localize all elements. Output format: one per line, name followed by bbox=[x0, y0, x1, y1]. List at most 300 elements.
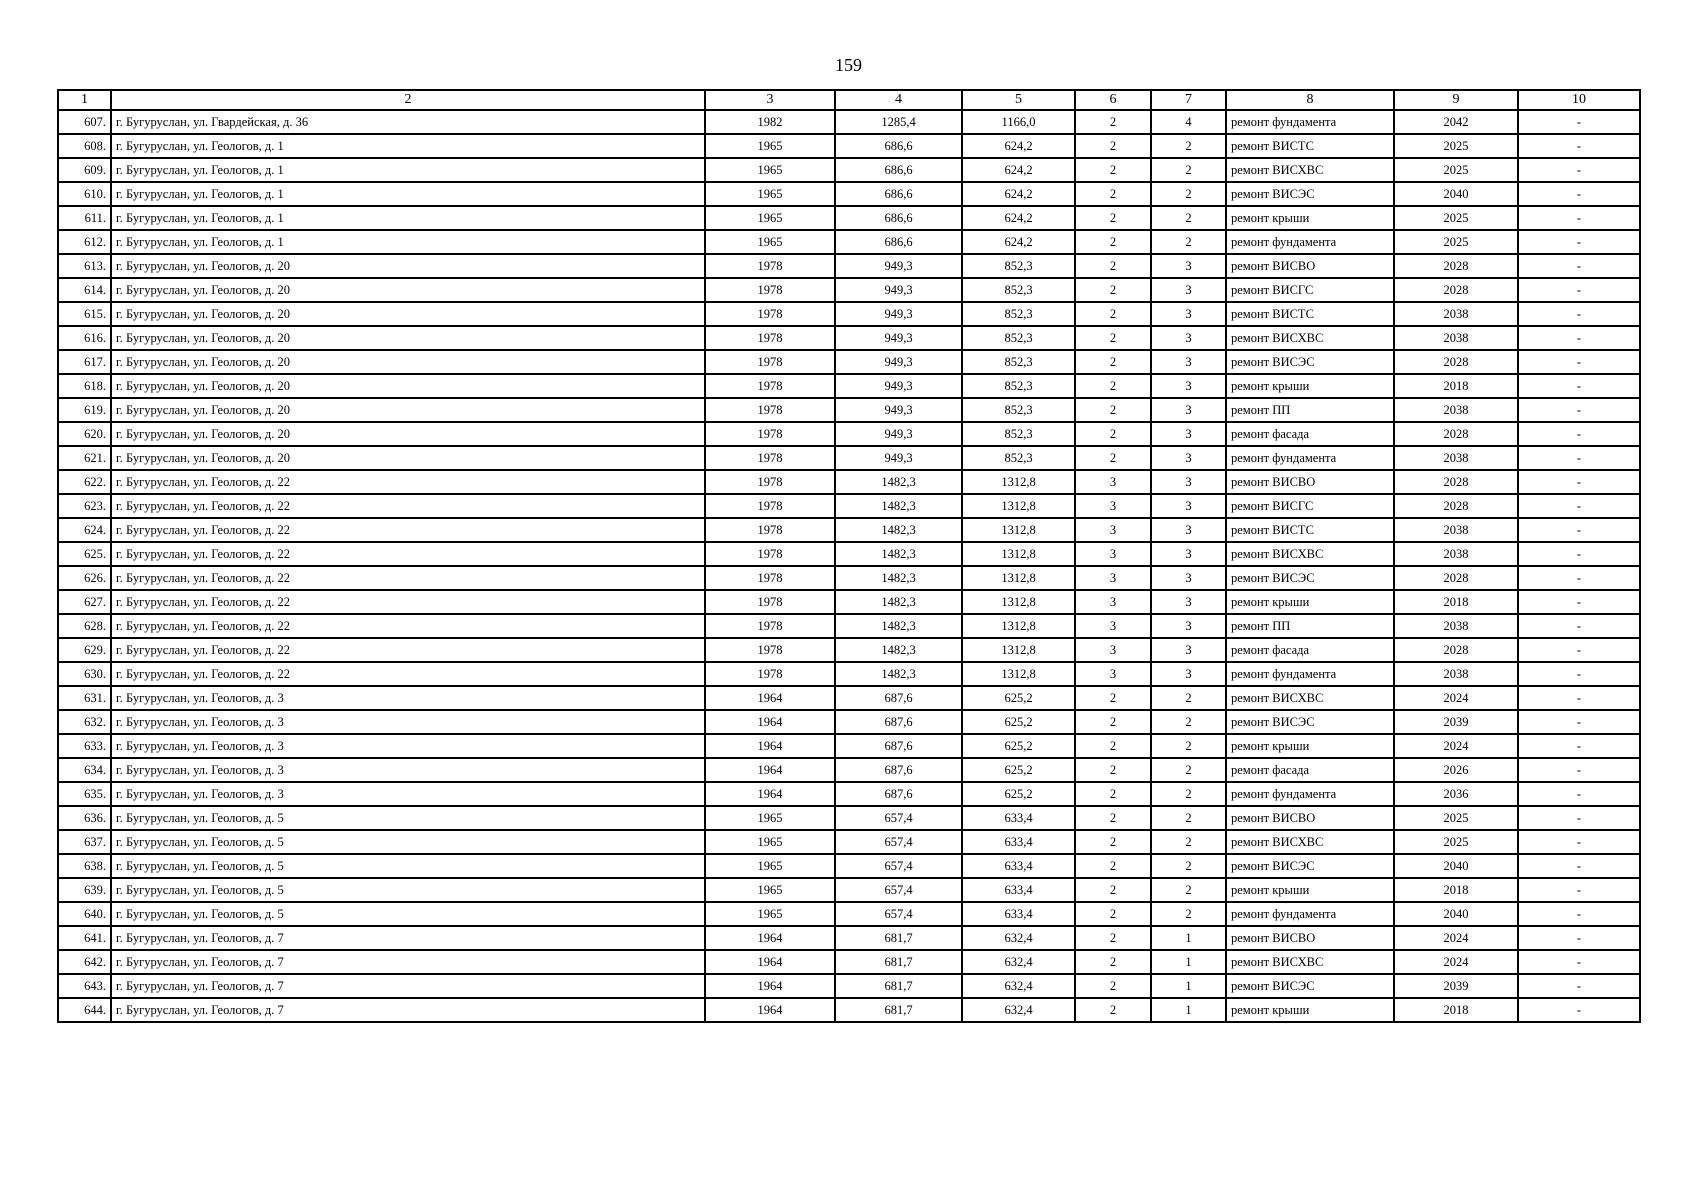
cell-year-built: 1965 bbox=[705, 806, 835, 830]
cell-row-number: 642. bbox=[58, 950, 111, 974]
cell-planned-year: 2024 bbox=[1394, 686, 1518, 710]
cell-row-number: 630. bbox=[58, 662, 111, 686]
cell-note: - bbox=[1518, 806, 1640, 830]
cell-planned-year: 2028 bbox=[1394, 566, 1518, 590]
cell-work-type: ремонт ВИСЭС bbox=[1226, 710, 1394, 734]
cell-year-built: 1978 bbox=[705, 662, 835, 686]
cell-total-area: 1482,3 bbox=[835, 518, 962, 542]
cell-planned-year: 2040 bbox=[1394, 902, 1518, 926]
cell-floors: 2 bbox=[1075, 134, 1151, 158]
cell-entrances: 3 bbox=[1151, 254, 1226, 278]
cell-entrances: 1 bbox=[1151, 926, 1226, 950]
cell-note: - bbox=[1518, 998, 1640, 1022]
cell-entrances: 4 bbox=[1151, 110, 1226, 134]
table-row bbox=[58, 998, 1640, 1022]
cell-row-number: 633. bbox=[58, 734, 111, 758]
cell-work-type: ремонт фасада bbox=[1226, 422, 1394, 446]
cell-address: г. Бугуруслан, ул. Геологов, д. 3 bbox=[111, 734, 705, 758]
cell-work-type: ремонт ВИСЭС bbox=[1226, 182, 1394, 206]
cell-note: - bbox=[1518, 446, 1640, 470]
cell-living-area: 1312,8 bbox=[962, 638, 1075, 662]
cell-note: - bbox=[1518, 902, 1640, 926]
cell-living-area: 624,2 bbox=[962, 134, 1075, 158]
column-header: 1 bbox=[58, 90, 111, 110]
cell-year-built: 1978 bbox=[705, 470, 835, 494]
table-row bbox=[58, 254, 1640, 278]
table-row bbox=[58, 782, 1640, 806]
cell-work-type: ремонт фасада bbox=[1226, 638, 1394, 662]
cell-living-area: 633,4 bbox=[962, 854, 1075, 878]
cell-address: г. Бугуруслан, ул. Геологов, д. 3 bbox=[111, 782, 705, 806]
cell-row-number: 640. bbox=[58, 902, 111, 926]
cell-floors: 2 bbox=[1075, 854, 1151, 878]
cell-row-number: 627. bbox=[58, 590, 111, 614]
cell-note: - bbox=[1518, 254, 1640, 278]
cell-living-area: 625,2 bbox=[962, 686, 1075, 710]
cell-total-area: 949,3 bbox=[835, 326, 962, 350]
column-header: 5 bbox=[962, 90, 1075, 110]
table-row bbox=[58, 686, 1640, 710]
table-row bbox=[58, 110, 1640, 134]
cell-floors: 3 bbox=[1075, 518, 1151, 542]
cell-year-built: 1965 bbox=[705, 182, 835, 206]
cell-floors: 2 bbox=[1075, 902, 1151, 926]
cell-row-number: 643. bbox=[58, 974, 111, 998]
cell-address: г. Бугуруслан, ул. Геологов, д. 20 bbox=[111, 254, 705, 278]
cell-year-built: 1978 bbox=[705, 638, 835, 662]
cell-entrances: 3 bbox=[1151, 470, 1226, 494]
cell-note: - bbox=[1518, 182, 1640, 206]
cell-entrances: 3 bbox=[1151, 398, 1226, 422]
cell-living-area: 624,2 bbox=[962, 158, 1075, 182]
cell-note: - bbox=[1518, 374, 1640, 398]
column-header: 4 bbox=[835, 90, 962, 110]
cell-work-type: ремонт ВИСВО bbox=[1226, 806, 1394, 830]
cell-address: г. Бугуруслан, ул. Геологов, д. 3 bbox=[111, 686, 705, 710]
cell-entrances: 2 bbox=[1151, 206, 1226, 230]
cell-floors: 2 bbox=[1075, 206, 1151, 230]
cell-entrances: 3 bbox=[1151, 446, 1226, 470]
cell-total-area: 657,4 bbox=[835, 830, 962, 854]
cell-planned-year: 2025 bbox=[1394, 134, 1518, 158]
cell-address: г. Бугуруслан, ул. Геологов, д. 3 bbox=[111, 758, 705, 782]
cell-work-type: ремонт ПП bbox=[1226, 398, 1394, 422]
cell-year-built: 1964 bbox=[705, 974, 835, 998]
table-row bbox=[58, 470, 1640, 494]
cell-row-number: 620. bbox=[58, 422, 111, 446]
cell-planned-year: 2026 bbox=[1394, 758, 1518, 782]
cell-year-built: 1964 bbox=[705, 998, 835, 1022]
cell-note: - bbox=[1518, 278, 1640, 302]
cell-row-number: 638. bbox=[58, 854, 111, 878]
cell-floors: 2 bbox=[1075, 158, 1151, 182]
cell-work-type: ремонт фундамента bbox=[1226, 902, 1394, 926]
table-row bbox=[58, 182, 1640, 206]
cell-year-built: 1978 bbox=[705, 422, 835, 446]
cell-floors: 2 bbox=[1075, 230, 1151, 254]
cell-work-type: ремонт крыши bbox=[1226, 374, 1394, 398]
cell-work-type: ремонт фундамента bbox=[1226, 662, 1394, 686]
cell-floors: 2 bbox=[1075, 758, 1151, 782]
cell-note: - bbox=[1518, 134, 1640, 158]
cell-year-built: 1965 bbox=[705, 206, 835, 230]
table-row bbox=[58, 854, 1640, 878]
cell-work-type: ремонт ВИСЭС bbox=[1226, 854, 1394, 878]
cell-work-type: ремонт фундамента bbox=[1226, 446, 1394, 470]
cell-address: г. Бугуруслан, ул. Геологов, д. 22 bbox=[111, 638, 705, 662]
cell-year-built: 1964 bbox=[705, 926, 835, 950]
cell-row-number: 634. bbox=[58, 758, 111, 782]
cell-planned-year: 2040 bbox=[1394, 182, 1518, 206]
cell-address: г. Бугуруслан, ул. Геологов, д. 22 bbox=[111, 566, 705, 590]
cell-living-area: 624,2 bbox=[962, 230, 1075, 254]
cell-address: г. Бугуруслан, ул. Геологов, д. 7 bbox=[111, 926, 705, 950]
cell-address: г. Бугуруслан, ул. Геологов, д. 20 bbox=[111, 446, 705, 470]
cell-year-built: 1978 bbox=[705, 590, 835, 614]
cell-entrances: 2 bbox=[1151, 734, 1226, 758]
cell-living-area: 852,3 bbox=[962, 350, 1075, 374]
cell-row-number: 617. bbox=[58, 350, 111, 374]
cell-address: г. Бугуруслан, ул. Геологов, д. 7 bbox=[111, 950, 705, 974]
cell-address: г. Бугуруслан, ул. Геологов, д. 5 bbox=[111, 806, 705, 830]
cell-living-area: 1312,8 bbox=[962, 662, 1075, 686]
cell-living-area: 852,3 bbox=[962, 398, 1075, 422]
cell-floors: 3 bbox=[1075, 662, 1151, 686]
cell-living-area: 852,3 bbox=[962, 374, 1075, 398]
table-row bbox=[58, 710, 1640, 734]
cell-total-area: 949,3 bbox=[835, 302, 962, 326]
cell-row-number: 635. bbox=[58, 782, 111, 806]
cell-planned-year: 2038 bbox=[1394, 446, 1518, 470]
cell-note: - bbox=[1518, 638, 1640, 662]
cell-work-type: ремонт ВИСХВС bbox=[1226, 542, 1394, 566]
cell-work-type: ремонт ВИСВО bbox=[1226, 470, 1394, 494]
cell-row-number: 610. bbox=[58, 182, 111, 206]
cell-entrances: 2 bbox=[1151, 182, 1226, 206]
cell-entrances: 3 bbox=[1151, 614, 1226, 638]
table-row bbox=[58, 494, 1640, 518]
cell-floors: 2 bbox=[1075, 806, 1151, 830]
cell-living-area: 1312,8 bbox=[962, 518, 1075, 542]
cell-floors: 2 bbox=[1075, 374, 1151, 398]
cell-year-built: 1978 bbox=[705, 494, 835, 518]
cell-address: г. Бугуруслан, ул. Геологов, д. 20 bbox=[111, 398, 705, 422]
cell-entrances: 2 bbox=[1151, 854, 1226, 878]
cell-total-area: 1285,4 bbox=[835, 110, 962, 134]
cell-floors: 2 bbox=[1075, 974, 1151, 998]
cell-total-area: 657,4 bbox=[835, 806, 962, 830]
cell-entrances: 2 bbox=[1151, 902, 1226, 926]
cell-row-number: 611. bbox=[58, 206, 111, 230]
cell-total-area: 1482,3 bbox=[835, 566, 962, 590]
cell-note: - bbox=[1518, 422, 1640, 446]
table-row bbox=[58, 662, 1640, 686]
cell-floors: 2 bbox=[1075, 830, 1151, 854]
cell-planned-year: 2038 bbox=[1394, 542, 1518, 566]
cell-floors: 2 bbox=[1075, 710, 1151, 734]
cell-living-area: 1312,8 bbox=[962, 494, 1075, 518]
cell-planned-year: 2024 bbox=[1394, 950, 1518, 974]
table-row bbox=[58, 590, 1640, 614]
cell-address: г. Бугуруслан, ул. Геологов, д. 7 bbox=[111, 974, 705, 998]
cell-living-area: 632,4 bbox=[962, 974, 1075, 998]
column-header: 3 bbox=[705, 90, 835, 110]
cell-work-type: ремонт ВИСХВС bbox=[1226, 830, 1394, 854]
cell-year-built: 1965 bbox=[705, 902, 835, 926]
cell-total-area: 949,3 bbox=[835, 350, 962, 374]
cell-address: г. Бугуруслан, ул. Геологов, д. 1 bbox=[111, 182, 705, 206]
cell-note: - bbox=[1518, 950, 1640, 974]
cell-planned-year: 2025 bbox=[1394, 206, 1518, 230]
table-row bbox=[58, 806, 1640, 830]
cell-living-area: 1312,8 bbox=[962, 614, 1075, 638]
cell-note: - bbox=[1518, 734, 1640, 758]
cell-row-number: 616. bbox=[58, 326, 111, 350]
table-row bbox=[58, 446, 1640, 470]
cell-work-type: ремонт фундамента bbox=[1226, 782, 1394, 806]
cell-note: - bbox=[1518, 830, 1640, 854]
cell-living-area: 633,4 bbox=[962, 830, 1075, 854]
cell-total-area: 1482,3 bbox=[835, 614, 962, 638]
cell-row-number: 615. bbox=[58, 302, 111, 326]
cell-year-built: 1965 bbox=[705, 158, 835, 182]
cell-year-built: 1978 bbox=[705, 398, 835, 422]
cell-planned-year: 2018 bbox=[1394, 878, 1518, 902]
cell-entrances: 3 bbox=[1151, 590, 1226, 614]
cell-work-type: ремонт крыши bbox=[1226, 878, 1394, 902]
cell-address: г. Бугуруслан, ул. Геологов, д. 22 bbox=[111, 614, 705, 638]
cell-address: г. Бугуруслан, ул. Геологов, д. 22 bbox=[111, 470, 705, 494]
table-row bbox=[58, 638, 1640, 662]
cell-note: - bbox=[1518, 662, 1640, 686]
cell-entrances: 2 bbox=[1151, 830, 1226, 854]
cell-floors: 2 bbox=[1075, 350, 1151, 374]
cell-living-area: 852,3 bbox=[962, 422, 1075, 446]
table-row bbox=[58, 350, 1640, 374]
cell-address: г. Бугуруслан, ул. Гвардейская, д. 36 bbox=[111, 110, 705, 134]
cell-work-type: ремонт ВИСХВС bbox=[1226, 950, 1394, 974]
cell-floors: 3 bbox=[1075, 470, 1151, 494]
cell-year-built: 1978 bbox=[705, 542, 835, 566]
cell-planned-year: 2028 bbox=[1394, 254, 1518, 278]
cell-living-area: 852,3 bbox=[962, 302, 1075, 326]
table-row bbox=[58, 398, 1640, 422]
cell-entrances: 2 bbox=[1151, 158, 1226, 182]
column-header: 2 bbox=[111, 90, 705, 110]
cell-planned-year: 2028 bbox=[1394, 422, 1518, 446]
column-header: 10 bbox=[1518, 90, 1640, 110]
cell-work-type: ремонт ВИСГС bbox=[1226, 278, 1394, 302]
cell-floors: 2 bbox=[1075, 926, 1151, 950]
cell-total-area: 686,6 bbox=[835, 158, 962, 182]
column-header: 7 bbox=[1151, 90, 1226, 110]
cell-planned-year: 2028 bbox=[1394, 278, 1518, 302]
cell-living-area: 625,2 bbox=[962, 734, 1075, 758]
table-row bbox=[58, 230, 1640, 254]
cell-planned-year: 2042 bbox=[1394, 110, 1518, 134]
column-header: 8 bbox=[1226, 90, 1394, 110]
cell-row-number: 619. bbox=[58, 398, 111, 422]
cell-planned-year: 2038 bbox=[1394, 398, 1518, 422]
cell-work-type: ремонт ВИСТС bbox=[1226, 518, 1394, 542]
cell-total-area: 686,6 bbox=[835, 230, 962, 254]
cell-entrances: 3 bbox=[1151, 662, 1226, 686]
cell-living-area: 1312,8 bbox=[962, 542, 1075, 566]
cell-note: - bbox=[1518, 566, 1640, 590]
cell-total-area: 686,6 bbox=[835, 134, 962, 158]
cell-year-built: 1978 bbox=[705, 446, 835, 470]
table-row bbox=[58, 926, 1640, 950]
cell-living-area: 852,3 bbox=[962, 278, 1075, 302]
cell-planned-year: 2025 bbox=[1394, 830, 1518, 854]
cell-year-built: 1978 bbox=[705, 278, 835, 302]
cell-year-built: 1964 bbox=[705, 686, 835, 710]
cell-total-area: 1482,3 bbox=[835, 470, 962, 494]
cell-living-area: 852,3 bbox=[962, 254, 1075, 278]
cell-row-number: 626. bbox=[58, 566, 111, 590]
cell-floors: 2 bbox=[1075, 878, 1151, 902]
table-row bbox=[58, 206, 1640, 230]
cell-year-built: 1964 bbox=[705, 950, 835, 974]
cell-total-area: 949,3 bbox=[835, 398, 962, 422]
cell-living-area: 632,4 bbox=[962, 950, 1075, 974]
cell-row-number: 636. bbox=[58, 806, 111, 830]
cell-year-built: 1982 bbox=[705, 110, 835, 134]
cell-entrances: 3 bbox=[1151, 326, 1226, 350]
cell-work-type: ремонт крыши bbox=[1226, 734, 1394, 758]
cell-planned-year: 2038 bbox=[1394, 302, 1518, 326]
cell-row-number: 644. bbox=[58, 998, 111, 1022]
cell-planned-year: 2038 bbox=[1394, 518, 1518, 542]
cell-entrances: 2 bbox=[1151, 134, 1226, 158]
cell-year-built: 1965 bbox=[705, 230, 835, 254]
cell-year-built: 1965 bbox=[705, 830, 835, 854]
cell-year-built: 1964 bbox=[705, 734, 835, 758]
cell-floors: 3 bbox=[1075, 542, 1151, 566]
cell-row-number: 628. bbox=[58, 614, 111, 638]
cell-floors: 2 bbox=[1075, 422, 1151, 446]
cell-entrances: 2 bbox=[1151, 806, 1226, 830]
cell-work-type: ремонт ВИСТС bbox=[1226, 134, 1394, 158]
cell-year-built: 1978 bbox=[705, 350, 835, 374]
cell-living-area: 633,4 bbox=[962, 878, 1075, 902]
cell-living-area: 624,2 bbox=[962, 206, 1075, 230]
cell-planned-year: 2039 bbox=[1394, 974, 1518, 998]
table-row bbox=[58, 278, 1640, 302]
cell-floors: 2 bbox=[1075, 398, 1151, 422]
cell-note: - bbox=[1518, 686, 1640, 710]
cell-address: г. Бугуруслан, ул. Геологов, д. 1 bbox=[111, 206, 705, 230]
cell-planned-year: 2024 bbox=[1394, 926, 1518, 950]
cell-year-built: 1964 bbox=[705, 710, 835, 734]
cell-row-number: 614. bbox=[58, 278, 111, 302]
cell-total-area: 1482,3 bbox=[835, 542, 962, 566]
cell-row-number: 607. bbox=[58, 110, 111, 134]
cell-planned-year: 2028 bbox=[1394, 494, 1518, 518]
table-row bbox=[58, 734, 1640, 758]
cell-planned-year: 2018 bbox=[1394, 998, 1518, 1022]
cell-note: - bbox=[1518, 470, 1640, 494]
table-row bbox=[58, 158, 1640, 182]
cell-note: - bbox=[1518, 782, 1640, 806]
cell-total-area: 686,6 bbox=[835, 182, 962, 206]
cell-planned-year: 2025 bbox=[1394, 806, 1518, 830]
cell-note: - bbox=[1518, 230, 1640, 254]
table-row bbox=[58, 758, 1640, 782]
table-row bbox=[58, 878, 1640, 902]
cell-living-area: 852,3 bbox=[962, 446, 1075, 470]
cell-total-area: 949,3 bbox=[835, 374, 962, 398]
cell-floors: 2 bbox=[1075, 326, 1151, 350]
cell-address: г. Бугуруслан, ул. Геологов, д. 20 bbox=[111, 374, 705, 398]
cell-address: г. Бугуруслан, ул. Геологов, д. 7 bbox=[111, 998, 705, 1022]
cell-address: г. Бугуруслан, ул. Геологов, д. 1 bbox=[111, 158, 705, 182]
cell-living-area: 625,2 bbox=[962, 758, 1075, 782]
table-row bbox=[58, 134, 1640, 158]
cell-total-area: 949,3 bbox=[835, 278, 962, 302]
cell-floors: 2 bbox=[1075, 254, 1151, 278]
cell-floors: 2 bbox=[1075, 782, 1151, 806]
cell-year-built: 1978 bbox=[705, 566, 835, 590]
cell-year-built: 1965 bbox=[705, 854, 835, 878]
cell-planned-year: 2039 bbox=[1394, 710, 1518, 734]
cell-note: - bbox=[1518, 110, 1640, 134]
cell-row-number: 618. bbox=[58, 374, 111, 398]
table-row bbox=[58, 974, 1640, 998]
cell-entrances: 2 bbox=[1151, 878, 1226, 902]
cell-note: - bbox=[1518, 206, 1640, 230]
cell-floors: 2 bbox=[1075, 302, 1151, 326]
page-number: 159 bbox=[835, 55, 862, 75]
cell-address: г. Бугуруслан, ул. Геологов, д. 1 bbox=[111, 230, 705, 254]
table-row bbox=[58, 902, 1640, 926]
cell-total-area: 657,4 bbox=[835, 854, 962, 878]
cell-entrances: 1 bbox=[1151, 974, 1226, 998]
cell-row-number: 624. bbox=[58, 518, 111, 542]
cell-work-type: ремонт фундамента bbox=[1226, 230, 1394, 254]
table-row bbox=[58, 302, 1640, 326]
cell-address: г. Бугуруслан, ул. Геологов, д. 22 bbox=[111, 590, 705, 614]
cell-year-built: 1978 bbox=[705, 518, 835, 542]
cell-year-built: 1964 bbox=[705, 758, 835, 782]
cell-planned-year: 2024 bbox=[1394, 734, 1518, 758]
cell-floors: 2 bbox=[1075, 278, 1151, 302]
cell-entrances: 2 bbox=[1151, 686, 1226, 710]
cell-row-number: 629. bbox=[58, 638, 111, 662]
header-row bbox=[58, 90, 1640, 110]
cell-living-area: 633,4 bbox=[962, 806, 1075, 830]
cell-entrances: 3 bbox=[1151, 422, 1226, 446]
cell-row-number: 631. bbox=[58, 686, 111, 710]
cell-floors: 3 bbox=[1075, 566, 1151, 590]
cell-work-type: ремонт крыши bbox=[1226, 590, 1394, 614]
cell-address: г. Бугуруслан, ул. Геологов, д. 20 bbox=[111, 422, 705, 446]
cell-row-number: 612. bbox=[58, 230, 111, 254]
cell-floors: 2 bbox=[1075, 182, 1151, 206]
table-row bbox=[58, 374, 1640, 398]
cell-total-area: 681,7 bbox=[835, 974, 962, 998]
cell-total-area: 1482,3 bbox=[835, 638, 962, 662]
cell-entrances: 3 bbox=[1151, 542, 1226, 566]
cell-total-area: 1482,3 bbox=[835, 494, 962, 518]
cell-total-area: 1482,3 bbox=[835, 662, 962, 686]
cell-row-number: 608. bbox=[58, 134, 111, 158]
table-row bbox=[58, 326, 1640, 350]
cell-living-area: 624,2 bbox=[962, 182, 1075, 206]
cell-note: - bbox=[1518, 542, 1640, 566]
cell-planned-year: 2038 bbox=[1394, 326, 1518, 350]
cell-note: - bbox=[1518, 614, 1640, 638]
